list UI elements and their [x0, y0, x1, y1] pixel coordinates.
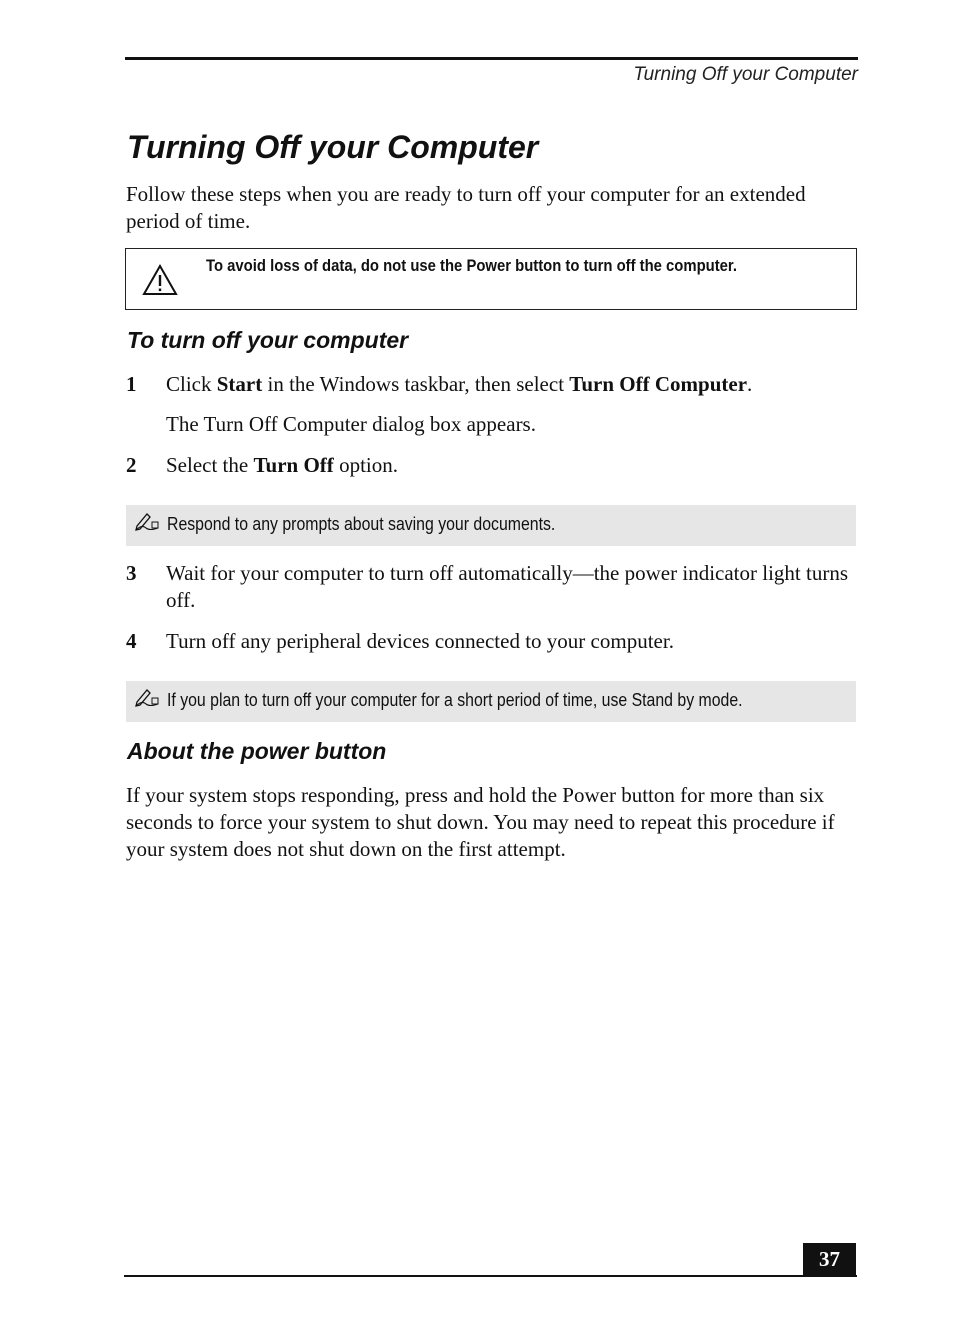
- warning-triangle-icon: [142, 264, 178, 296]
- note-pencil-icon: [134, 686, 160, 708]
- note-pencil-icon: [134, 510, 160, 532]
- running-header: Turning Off your Computer: [633, 64, 858, 85]
- note-box: [126, 681, 856, 722]
- note-text: Respond to any prompts about saving your documents.: [167, 514, 556, 534]
- step-text: Click Start in the Windows taskbar, then select Turn Off Computer.: [166, 372, 753, 396]
- power-button-paragraph: If your system stops responding, press and hold the Power button for more than six seconds to force your system to shut down. You may need to repeat this procedure if your system does not shut down on the first attempt.: [126, 783, 835, 861]
- turn-off-computer-term: Turn Off Computer: [569, 372, 748, 396]
- intro-paragraph: Follow these steps when you are ready to turn off your computer for an extended period of time.: [126, 182, 806, 233]
- section-heading-power-button: About the power button: [127, 738, 387, 764]
- step-text: Wait for your computer to turn off automatically—the power indicator light turns off.: [166, 561, 848, 612]
- step-number: 1: [126, 372, 137, 396]
- header-rule: [125, 57, 858, 60]
- note-box: [126, 505, 856, 546]
- page-title: Turning Off your Computer: [127, 129, 539, 165]
- start-term: Start: [216, 372, 263, 396]
- step-text: Select the Turn Off option.: [166, 453, 398, 477]
- turn-off-term: Turn Off: [253, 453, 334, 477]
- step-number: 4: [126, 629, 137, 653]
- page-number: 37: [803, 1243, 856, 1277]
- section-heading-turn-off: To turn off your computer: [127, 327, 409, 353]
- warning-box: [125, 248, 857, 310]
- step-number: 3: [126, 561, 137, 585]
- step-text: Turn off any peripheral devices connected to your computer.: [166, 629, 674, 653]
- warning-text: To avoid loss of data, do not use the Power button to turn off the computer.: [206, 257, 738, 275]
- note-text: If you plan to turn off your computer for a short period of time, use Stand by mode.: [167, 690, 743, 710]
- footer-rule: [124, 1275, 857, 1277]
- step-number: 2: [126, 453, 137, 477]
- step-1-result: The Turn Off Computer dialog box appears.: [166, 412, 536, 436]
